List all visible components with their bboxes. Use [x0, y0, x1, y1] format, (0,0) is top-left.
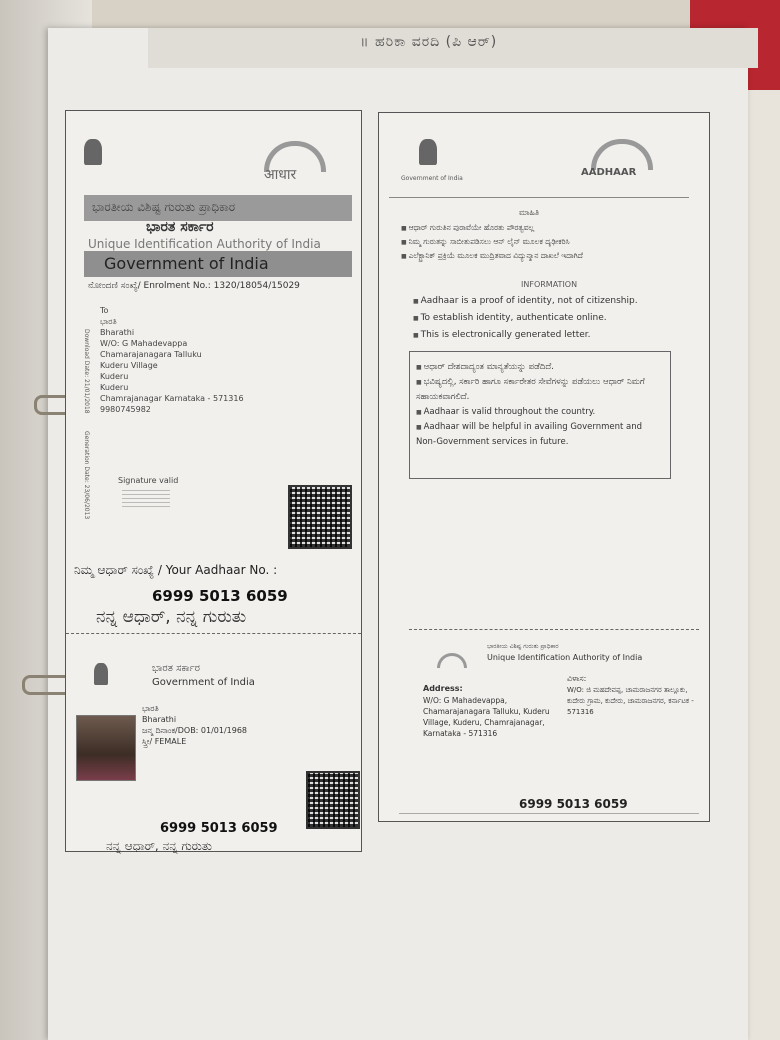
- tagline: ನನ್ನ ಆಧಾರ್, ನನ್ನ ಗುರುತು: [96, 607, 247, 627]
- holder-details: ಭಾರತಿ Bharathi ಜನ್ಮ ದಿನಾಂಕ/DOB: 01/01/1968 ಸ್ತ್ರೀ/ FEMALE: [142, 704, 248, 746]
- bottom-aadhaar-number: 6999 5013 6059: [160, 821, 278, 836]
- holder-photo: [76, 715, 136, 781]
- qr-code-top: [288, 485, 352, 549]
- info-kannada-title: ಮಾಹಿತಿ: [519, 208, 540, 217]
- address-label: Address:: [423, 684, 463, 693]
- validity-box: ■ ಆಧಾರ್ ದೇಶದಾದ್ಯಂತ ಮಾನ್ಯತೆಯನ್ನು ಪಡೆದಿದೆ. ■ ಭವಿಷ್ಯದಲ್ಲಿ, ಸರ್ಕಾರಿ ಹಾಗೂ ಸರ್ಕಾರೇತರ ಸೇವೆಗಳನ್ನು ಪಡೆಯಲು ಆಧಾರ್ ನಿಮಗೆ ಸಹಾಯಕವಾಗಲಿದೆ. ■ Aadhaar is valid throughout the country. ■ Aadhaar will be helpful in availing Government and Non-Government services in future.: [409, 351, 671, 479]
- bottom-govt-kannada: ಭಾರತ ಸರ್ಕಾರ: [152, 663, 200, 674]
- info-kannada-list: ■ ಆಧಾರ್ ಗುರುತಿನ ಪುರಾವೆಯೇ ಹೊರತು ಪೌರತ್ವವಲ್ಲ ■ ನಿಮ್ಮ ಗುರುತನ್ನು ಸಾಬೀತುಪಡಿಸಲು ಆನ್ ಲೈನ್ ಮೂಲಕ ದೃಢೀಕರಿಸಿ ■ ಎಲೆಕ್ಟ್ರಾನಿಕ್ ಪ್ರಕ್ರಿಯೆ ಮೂಲಕ ಮುದ್ರಿತವಾದ ವಿದ್ಯುನ್ಮಾನ ದಾಖಲೆ ಇದಾಗಿದೆ: [401, 221, 701, 263]
- govt-small: Government of India: [401, 175, 463, 182]
- info-list: ■ Aadhaar is a proof of identity, not of citizenship. ■ To establish identity, authenticate online. ■ This is electronically generated letter.: [413, 293, 703, 344]
- recipient-address: To ಭಾರತಿ Bharathi W/O: G Mahadevappa Chamarajanagara Talluku Kuderu Village Kuderu Kuderu Chamrajanagar Karnataka - 571316 9980745982: [100, 306, 244, 414]
- govt-english: Government of India: [104, 254, 269, 273]
- qr-code-bottom: [306, 771, 360, 829]
- info-title: INFORMATION: [521, 280, 578, 289]
- footer-line: [399, 813, 699, 814]
- bottom-tagline: ನನ್ನ ಆಧಾರ್, ನನ್ನ ಗುರುತು: [106, 839, 212, 853]
- ashoka-emblem-small-icon: [94, 663, 108, 685]
- govt-english-band: [84, 251, 352, 277]
- address-kannada-label: ವಿಳಾಸ:: [567, 674, 587, 683]
- header-strip-text: ॥ ಹರಿಕಾ ವರದಿ (ಪಿ ಆರ್): [360, 34, 498, 50]
- ashoka-emblem-icon: [419, 139, 437, 165]
- uidai-kannada: ಭಾರತೀಯ ವಿಶಿಷ್ಟ ಗುರುತು ಪ್ರಾಧಿಕಾರ: [487, 643, 559, 650]
- signature-block: [122, 489, 170, 507]
- aadhaar-number: 6999 5013 6059: [519, 797, 628, 811]
- uidai-english: Unique Identification Authority of India: [88, 237, 321, 251]
- address-kannada: W/O: ಜಿ ಮಹದೇವಪ್ಪ, ಚಾಮರಾಜನಗರ ತಾಲ್ಲೂಕು, ಕುದೇರು ಗ್ರಾಮ, ಕುದೇರು, ಚಾಮರಾಜನಗರ, ಕರ್ನಾಟಕ - 571316: [567, 686, 694, 716]
- address-text: W/O: G Mahadevappa, Chamarajanagara Talluku, Kuderu Village, Kuderu, Chamrajanagar, Karnataka - 571316: [423, 696, 550, 738]
- your-aadhaar-label: ನಿಮ್ಮ ಆಧಾರ್ ಸಂಖ್ಯೆ / Your Aadhaar No. :: [74, 563, 278, 577]
- generation-date: Generation Date: 23/06/2013: [83, 431, 90, 520]
- uidai-english: Unique Identification Authority of India: [487, 653, 643, 662]
- aadhaar-number: 6999 5013 6059: [152, 587, 288, 605]
- header-divider: [389, 197, 689, 198]
- uidai-kannada: ಭಾರತೀಯ ವಿಶಿಷ್ಟ ಗುರುತು ಪ್ರಾಧಿಕಾರ: [92, 200, 236, 214]
- aadhaar-letter-back: [378, 112, 710, 822]
- govt-kannada: ಭಾರತ ಸರ್ಕಾರ: [146, 219, 214, 235]
- aadhaar-letter-front: [65, 110, 362, 852]
- signature-valid: Signature valid: [118, 476, 179, 485]
- aadhaar-logo-icon: [591, 139, 653, 170]
- ashoka-emblem-icon: [84, 139, 102, 165]
- bottom-govt-english: Government of India: [152, 677, 255, 688]
- aadhaar-logo-text: AADHAAR: [581, 167, 637, 178]
- enrolment-number: ನೋಂದಣಿ ಸಂಖ್ಯೆ/ Enrolment No.: 1320/18054/15029: [88, 281, 300, 291]
- aadhaar-logo-text: आधार: [264, 167, 297, 183]
- download-date: Download Date: 21/01/2018: [83, 329, 90, 414]
- cut-line: [409, 629, 699, 630]
- cut-line: [66, 633, 361, 634]
- aadhaar-small-logo-icon: [437, 653, 467, 668]
- uidai-kannada-band: [84, 195, 352, 221]
